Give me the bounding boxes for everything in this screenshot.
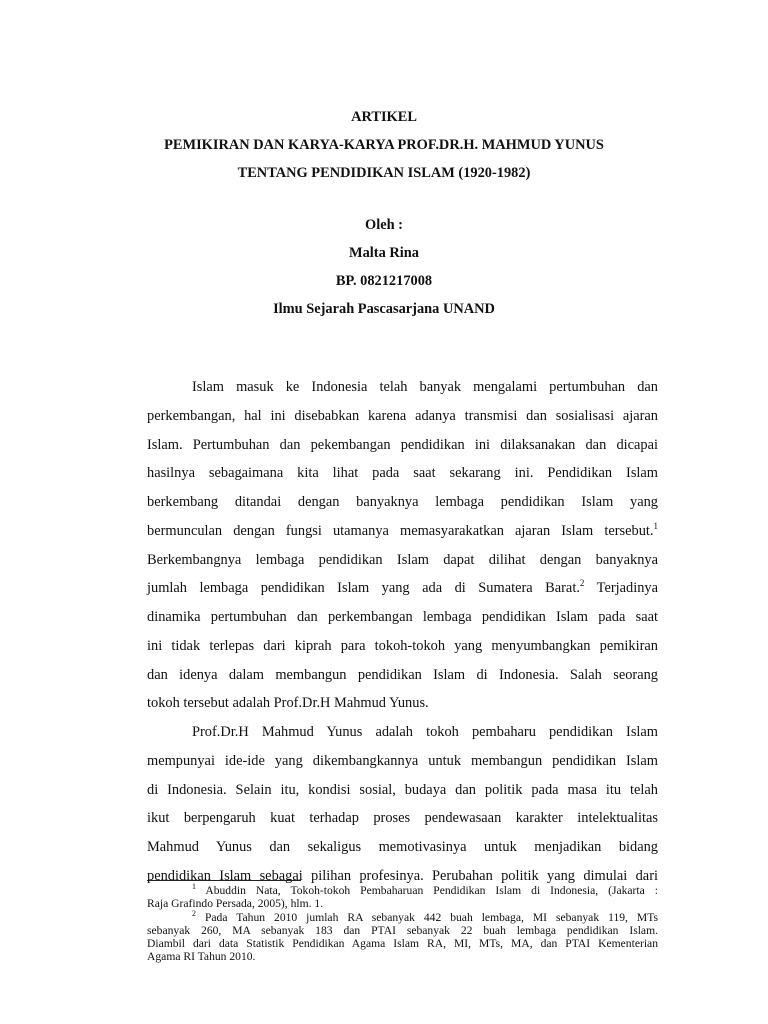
footnotes	[147, 884, 658, 964]
body-line	[147, 517, 658, 546]
body-line: Prof.Dr.H Mahmud Yunus adalah tokoh pembaharu pendidikan Islam	[192, 724, 658, 740]
footnote-number: 1	[192, 882, 196, 891]
footnote-text: Abuddin Nata, Tokoh-tokoh Pembaharuan Pendidikan Islam di Indonesia, (Jakarta :	[196, 884, 658, 897]
footnote-text: Pada Tahun 2010 jumlah RA sebanyak 442 buah lembaga, MI sebanyak 119, MTs	[196, 910, 658, 924]
footnote-2-line	[147, 908, 658, 924]
body-line: mempunyai ide-ide yang dikembangkannya untuk membangun pendidikan Islam	[147, 752, 658, 769]
author-name: Malta Rina	[349, 245, 419, 261]
body-line: Islam. Pertumbuhan dan pekembangan pendidikan ini dilaksanakan dan dicapai	[147, 436, 658, 453]
article-label: ARTIKEL	[351, 109, 417, 125]
body-line: dan idenya dalam membangun pendidikan Islam di Indonesia. Salah seorang	[147, 666, 658, 683]
body-line: Mahmud Yunus dan sekaligus memotivasinya untuk menjadikan bidang	[147, 839, 658, 855]
title-line-1: PEMIKIRAN DAN KARYA-KARYA PROF.DR.H. MAHMUD YUNUS	[164, 137, 604, 153]
body-line: hasilnya sebagaimana kita lihat pada saat sekarang ini. Pendidikan Islam	[147, 465, 658, 482]
footnote-divider	[147, 880, 301, 881]
body-line: Berkembangnya lembaga pendidikan Islam dapat dilihat dengan banyaknya	[147, 551, 658, 568]
body-line: tokoh tersebut adalah Prof.Dr.H Mahmud Yunus.	[147, 695, 429, 712]
body-line: berkembang ditandai dengan banyaknya lembaga pendidikan Islam yang	[147, 494, 658, 510]
body-line	[147, 574, 658, 603]
student-id: BP. 0821217008	[335, 273, 433, 289]
body-line: perkembangan, hal ini disebabkan karena adanya transmisi dan sosialisasi ajaran	[147, 407, 658, 424]
body-line: di Indonesia. Selain itu, kondisi sosial, budaya dan politik pada masa itu telah	[147, 781, 658, 798]
author-block	[0, 211, 768, 323]
body-line: ini tidak terlepas dari kiprah para tokoh-tokoh yang menyumbangkan pemikiran	[147, 637, 658, 654]
body-line: dinamika pertumbuhan dan perkembangan lembaga pendidikan Islam pada saat	[147, 609, 658, 625]
body-text	[147, 373, 658, 891]
footnote-2-line: Agama RI Tahun 2010.	[147, 950, 256, 964]
study-program: Ilmu Sejarah Pascasarjana UNAND	[273, 301, 495, 317]
body-line-text: bermunculan dengan fungsi utamanya memasyarakatkan ajaran Islam tersebut.	[147, 522, 654, 539]
body-line: Islam masuk ke Indonesia telah banyak mengalami pertumbuhan dan	[192, 379, 658, 395]
footnote-2-line: sebanyak 260, MA sebanyak 183 dan PTAI sebanyak 22 buah lembaga pendidikan Islam.	[147, 923, 658, 937]
footnote-number: 2	[192, 908, 196, 918]
body-line: ikut berpengaruh kuat terhadap proses pendewasaan karakter intelektualitas	[147, 810, 658, 827]
footnote-1-line: Raja Grafindo Persada, 2005), hlm. 1.	[147, 897, 324, 911]
by-label: Oleh :	[365, 217, 403, 233]
title-block	[0, 103, 768, 187]
body-line-text: jumlah lembaga pendidikan Islam yang ada di Sumatera Barat.	[147, 580, 580, 597]
title-line-2: TENTANG PENDIDIKAN ISLAM (1920-1982)	[237, 165, 531, 181]
body-line: pendidikan Islam sebagai pilihan profesinya. Perubahan politik yang dimulai dari	[147, 867, 658, 884]
footnote-ref: 1	[653, 520, 658, 531]
footnote-2-line: Diambil dari data Statistik Pendidikan Agama Islam RA, MI, MTs, MA, dan PTAI Kementerian	[147, 937, 658, 951]
footnote-ref: 2	[579, 578, 585, 589]
body-line-text: Terjadinya	[584, 580, 658, 597]
footnote-1-line	[147, 884, 658, 897]
